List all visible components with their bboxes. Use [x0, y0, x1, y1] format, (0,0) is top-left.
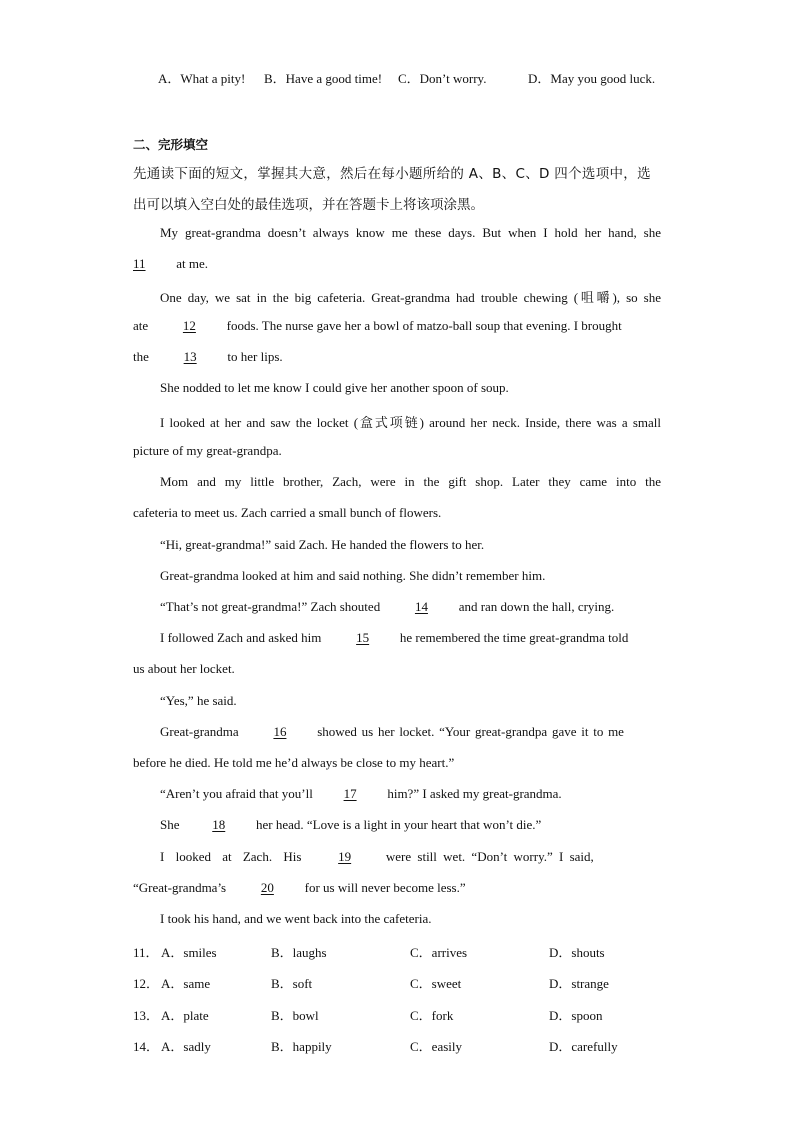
blank-15: 15	[356, 630, 370, 645]
passage-text: “Great-grandma’s	[133, 880, 227, 895]
passage-text: her head. “Love is a light in your heart that won’t die.”	[256, 817, 542, 832]
passage-text: I followed Zach and asked him	[160, 630, 322, 645]
blank-14: 14	[414, 599, 428, 614]
prev-option-a: A．What a pity!	[158, 71, 246, 86]
passage-line	[133, 880, 661, 896]
option-d: D．spoon	[549, 1008, 603, 1023]
passage-line	[160, 786, 661, 802]
passage-text: for us will never become less.”	[304, 880, 466, 895]
passage-line	[160, 630, 661, 646]
option-a: A．same	[161, 976, 211, 991]
passage-line: us about her locket.	[133, 661, 235, 676]
passage-line: My great-grandma doesn’t always know me these days. But when I hold her hand, she	[160, 225, 661, 240]
question-number: 13．	[133, 1008, 160, 1023]
option-a: A．plate	[161, 1008, 209, 1023]
passage-line: picture of my great-grandpa.	[133, 443, 282, 458]
option-d: D．strange	[549, 976, 609, 991]
blank-19: 19	[338, 849, 352, 864]
prev-option-b: B．Have a good time!	[264, 71, 383, 86]
passage-text: to her lips.	[227, 349, 283, 364]
passage-line: Mom and my little brother, Zach, were in the gift shop. Later they came into the	[160, 474, 661, 489]
passage-line: cafeteria to meet us. Zach carried a small bunch of flowers.	[133, 505, 442, 520]
passage-line	[133, 349, 661, 365]
prev-option-d: D．May you good luck.	[528, 71, 656, 86]
passage-line: Great-grandma looked at him and said nothing. She didn’t remember him.	[160, 568, 546, 583]
passage-text: I looked at Zach. His	[160, 849, 302, 864]
passage-text: and ran down the hall, crying.	[458, 599, 615, 614]
passage-line	[160, 724, 661, 740]
passage-line	[160, 849, 661, 865]
option-d: D．carefully	[549, 1039, 618, 1054]
option-b: B．soft	[271, 976, 313, 991]
passage-text: foods. The nurse gave her a bowl of matzo-ball soup that evening. I brought	[226, 318, 622, 333]
question-number: 12．	[133, 976, 160, 991]
passage-text: at me.	[176, 256, 209, 271]
option-b: B．laughs	[271, 945, 327, 960]
blank-17: 17	[343, 786, 357, 801]
option-c: C．fork	[410, 1008, 454, 1023]
option-c: C．sweet	[410, 976, 462, 991]
passage-text: showed us her locket. “Your great-grandpa gave it to me	[317, 724, 624, 739]
passage-line	[133, 318, 661, 334]
option-d: D．shouts	[549, 945, 605, 960]
blank-18: 18	[212, 817, 226, 832]
passage-text: Great-grandma	[160, 724, 239, 739]
passage-line: “Hi, great-grandma!” said Zach. He handed the flowers to her.	[160, 537, 485, 552]
passage-line	[133, 256, 661, 272]
passage-line	[160, 599, 661, 615]
passage-line: “Yes,” he said.	[160, 693, 237, 708]
blank-13: 13	[183, 349, 197, 364]
option-c: C．easily	[410, 1039, 462, 1054]
option-a: A．sadly	[161, 1039, 211, 1054]
passage-text: he remembered the time great-grandma told	[399, 630, 629, 645]
passage-text: the	[133, 349, 149, 364]
blank-12: 12	[182, 318, 196, 333]
passage-line: She nodded to let me know I could give her another spoon of soup.	[160, 380, 509, 395]
passage-text: ate	[133, 318, 149, 333]
passage-line: I looked at her and saw the locket (盒式项链) around her neck. Inside, there was a small	[160, 415, 661, 430]
blank-16: 16	[273, 724, 287, 739]
passage-text: were still wet. “Don’t worry.” I said,	[385, 849, 594, 864]
blank-20: 20	[260, 880, 274, 895]
passage-text: She	[160, 817, 180, 832]
passage-line	[160, 817, 661, 833]
passage-text: him?” I asked my great-grandma.	[387, 786, 562, 801]
section-title: 二、完形填空	[133, 137, 209, 152]
option-b: B．happily	[271, 1039, 332, 1054]
passage-line: before he died. He told me he’d always be close to my heart.”	[133, 755, 455, 770]
question-number: 14．	[133, 1039, 160, 1054]
section-instruction-line-2: 出可以填入空白处的最佳选项，并在答题卡上将该项涂黑。	[133, 197, 484, 213]
passage-line: One day, we sat in the big cafeteria. Great-grandma had trouble chewing (咀嚼), so she	[160, 290, 661, 305]
option-b: B．bowl	[271, 1008, 319, 1023]
section-instruction-line-1: 先通读下面的短文，掌握其大意，然后在每小题所给的 A、B、C、D 四个选项中，选	[133, 166, 651, 182]
blank-11: 11	[133, 256, 146, 271]
question-number: 11．	[133, 945, 159, 960]
passage-text: “That’s not great-grandma!” Zach shouted	[160, 599, 381, 614]
passage-line: I took his hand, and we went back into the cafeteria.	[160, 911, 432, 926]
prev-option-c: C．Don’t worry.	[398, 71, 487, 86]
option-c: C．arrives	[410, 945, 468, 960]
passage-text: “Aren’t you afraid that you’ll	[160, 786, 313, 801]
option-a: A．smiles	[161, 945, 217, 960]
